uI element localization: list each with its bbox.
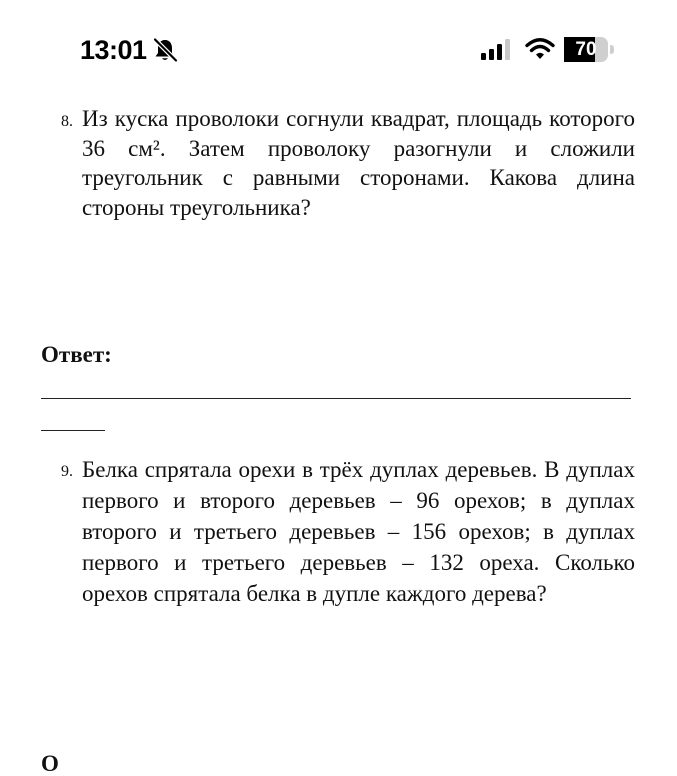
wifi-icon [525,36,555,60]
battery-icon [564,37,616,62]
answer-label: Ответ: [41,342,112,367]
question-8-number: 8. [61,113,73,130]
question-9-text: Белка спрятала орехи в трёх дуплах деревьев. В дуплах первого и второго деревьев – 96 орехов; в дуплах второго и третьего деревьев – 156 орехов; в дуплах первого и третьего деревьев – 132 ореха. Сколько орехов спрятала белка в дупле каждого дерева? [82,457,635,606]
answer-line-continuation [41,430,105,431]
question-9-number: 9. [61,463,73,480]
bell-slash-icon [151,37,179,63]
answer-label-cut: О [41,751,59,776]
status-bar [0,0,677,100]
signal-icon [480,38,514,60]
status-time: 13:01 [80,35,147,65]
battery-body [564,37,608,62]
answer-line [41,398,631,399]
battery-tip [610,45,614,54]
question-8-text: Из куска проволоки согнули квадрат, площадь которого 36 см². Затем проволоку разогнули и сложили треугольник с равными сторонами. Какова длина стороны треугольника? [82,106,635,220]
battery-level: 70 [575,39,597,60]
